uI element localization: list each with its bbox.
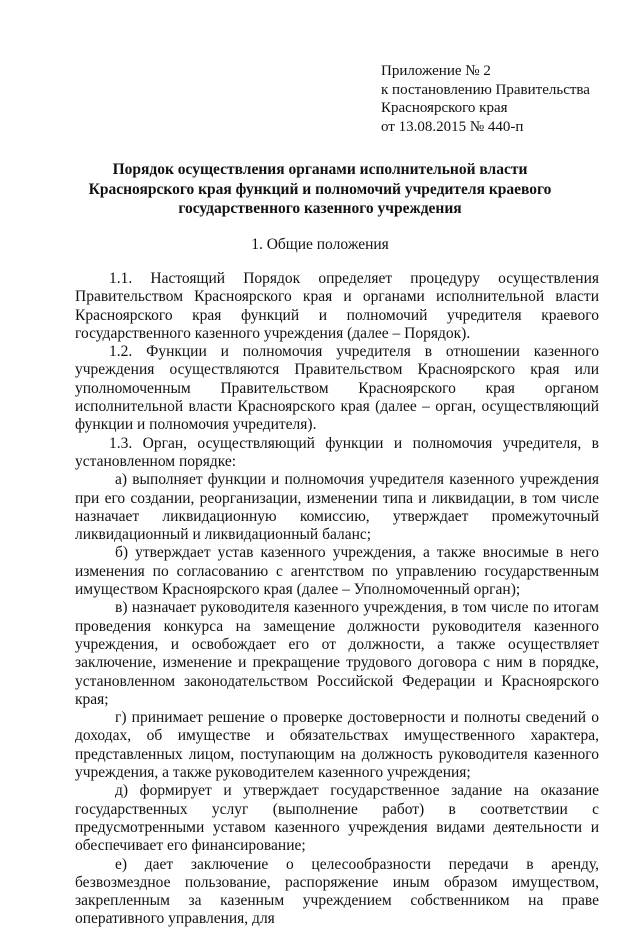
appendix-date: от 13.08.2015 № 440-п: [381, 118, 524, 135]
paragraph-item-v: в) назначает руководителя казенного учреждения, в том числе по итогам проведения конкурса на замещение должности руководителя казенного учреждения, и освобождает его от должности, а также осуществляет заключение, изменение и прекращение трудового договора с ним в порядке, установленном законодательством Российской Федерации и Красноярского края;: [75, 599, 599, 708]
appendix-block: [381, 62, 590, 136]
paragraph-item-g: г) принимает решение о проверке достоверности и полноты сведений о доходах, об имуществе и обязательствах имущественного характера, представленных лицом, поступающим на должность руководителя казенного учреждения, а также руководителем казенного учреждения;: [75, 709, 599, 782]
paragraph-1-3: 1.3. Орган, осуществляющий функции и полномочия учредителя, в установленном порядке:: [75, 434, 599, 470]
document-title: [70, 160, 570, 219]
paragraph-item-a: а) выполняет функции и полномочия учредителя казенного учреждения при его создании, реорганизации, изменении типа и ликвидации, в том числе назначает ликвидационную комиссию, утверждает промежуточный ликвидационный и ликвидационный баланс;: [75, 471, 599, 544]
paragraph-1-2: 1.2. Функции и полномочия учредителя в отношении казенного учреждения осуществляются Правительством Красноярского края или уполномоченным Правительством Красноярского края органом исполнительной власти Красноярского края (далее – орган, осуществляющий функции и полномочия учредителя).: [75, 343, 599, 434]
appendix-reference: к постановлению Правительства: [381, 81, 590, 98]
paragraph-1-1: 1.1. Настоящий Порядок определяет процедуру осуществления Правительством Красноярского края и органами исполнительной власти Красноярского края функций и полномочий учредителя краевого государственного казенного учреждения (далее – Порядок).: [75, 270, 599, 342]
paragraph-item-b: б) утверждает устав казенного учреждения, а также вносимые в него изменения по согласованию с агентством по управлению государственным имуществом Красноярского края (далее – Уполномоченный орган);: [75, 544, 599, 599]
paragraph-item-e: е) дает заключение о целесообразности передачи в аренду, безвозмездное пользование, распоряжение иным образом имуществом, закрепленным за казенным учреждением собственником на праве оперативного управления, для: [75, 855, 599, 928]
section-heading: 1. Общие положения: [251, 236, 389, 253]
paragraph-item-d: д) формирует и утверждает государственное задание на оказание государственных услуг (выполнение работ) в соответствии с предусмотренными уставом казенного учреждения видами деятельности и обеспечивает его финансирование;: [75, 782, 599, 855]
appendix-region: Красноярского края: [381, 100, 508, 116]
title-line-3: государственного казенного учреждения: [178, 200, 462, 217]
title-line-1: Порядок осуществления органами исполнительной власти: [112, 161, 528, 178]
appendix-number: Приложение № 2: [381, 63, 491, 79]
title-line-2: Красноярского края функций и полномочий учредителя краевого: [88, 180, 552, 198]
document-body: [75, 270, 599, 929]
